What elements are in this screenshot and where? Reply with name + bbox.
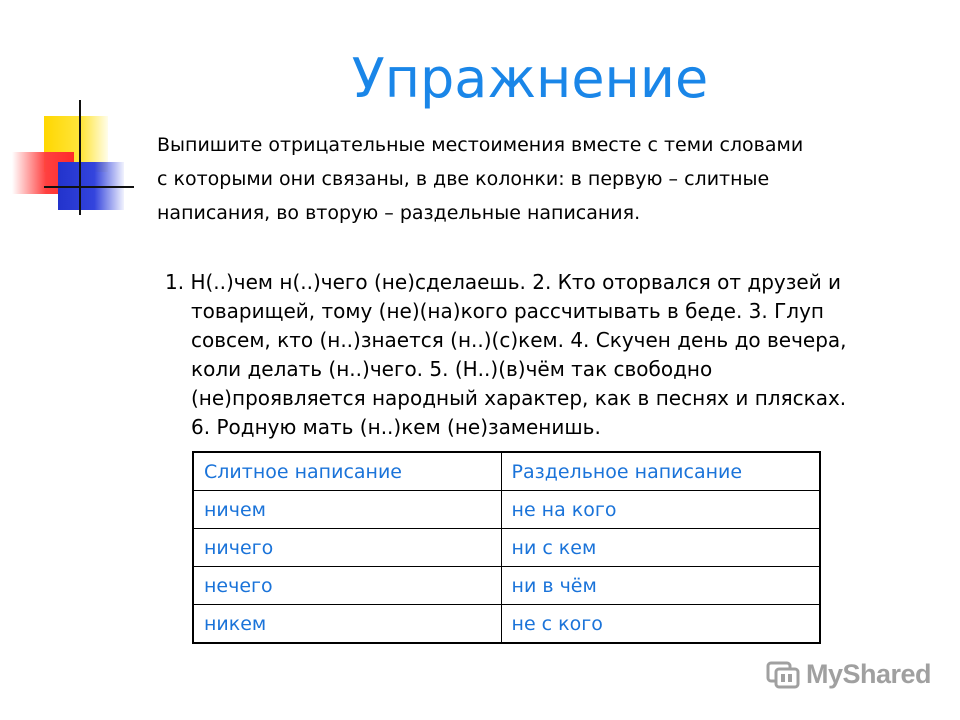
- table-row: [193, 491, 820, 529]
- column-header-separate: Раздельное написание: [501, 452, 820, 491]
- table-cell: ничего: [193, 529, 501, 567]
- table-cell: не на кого: [501, 491, 820, 529]
- table-row: [193, 529, 820, 567]
- table-row: [193, 567, 820, 605]
- column-header-fused: Слитное написание: [193, 452, 501, 491]
- table-cell: ничем: [193, 491, 501, 529]
- table-cell: нечего: [193, 567, 501, 605]
- ornament-vertical-line: [79, 100, 81, 215]
- myshared-logo-icon: [766, 657, 800, 691]
- table-row: [193, 605, 820, 644]
- corner-ornament: [0, 100, 135, 220]
- answer-table: [192, 451, 821, 644]
- exercise-line: 1. Н(..)чем н(..)чего (не)сделаешь. 2. Кто оторвался от друзей и: [165, 270, 842, 294]
- ornament-horizontal-line: [44, 186, 134, 188]
- table-cell: ни с кем: [501, 529, 820, 567]
- table-cell: ни в чём: [501, 567, 820, 605]
- exercise-line: коли делать (н..)чего. 5. (Н..)(в)чём так свободно: [191, 357, 713, 381]
- slide-title: Упражнение: [351, 47, 709, 110]
- table-cell: не с кого: [501, 605, 820, 644]
- table-cell: никем: [193, 605, 501, 644]
- instruction-line: с которыми они связаны, в две колонки: в первую – слитные: [157, 168, 770, 190]
- watermark-text: MyShared: [806, 658, 932, 689]
- myshared-watermark[interactable]: [766, 654, 931, 694]
- instruction-text: [157, 128, 917, 230]
- table-header-row: [193, 452, 820, 491]
- exercise-line: 6. Родную мать (н..)кем (не)заменишь.: [191, 415, 601, 439]
- exercise-line: (не)проявляется народный характер, как в песнях и плясках.: [191, 386, 847, 410]
- instruction-line: Выпишите отрицательные местоимения вместе с теми словами: [157, 134, 804, 156]
- exercise-line: совсем, кто (н..)знается (н..)(с)кем. 4. Скучен день до вечера,: [191, 328, 847, 352]
- exercise-line: товарищей, тому (не)(на)кого рассчитывать в беде. 3. Глуп: [191, 299, 824, 323]
- exercise-text: [165, 268, 905, 442]
- instruction-line: написания, во вторую – раздельные написания.: [157, 202, 641, 224]
